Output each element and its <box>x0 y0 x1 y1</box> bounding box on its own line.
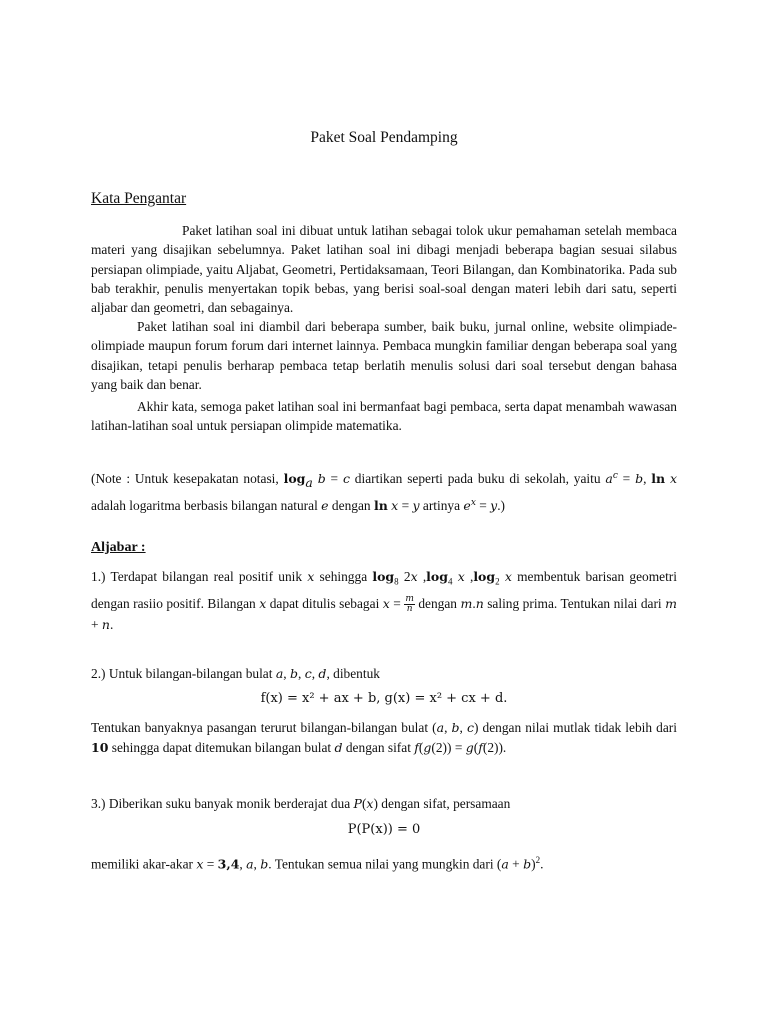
paragraph-intro-3: Akhir kata, semoga paket latihan soal ini bermanfaat bagi pembaca, serta dapat menambah wawasan latihan-latihan soal untuk persiapan olimpide matematika. <box>91 399 677 434</box>
equation-f-g: f(x) = x² + ax + b, g(x) = x² + cx + d. <box>260 691 508 706</box>
problem-2-body: Tentukan banyaknya pasangan terurut bilangan-bilangan bulat (a, b, c) dengan nilai mutlak tidak lebih dari 10 sehingga dapat ditemukan bilangan bulat d dengan sifat f(g(2)) = g(f(2)). <box>91 720 677 755</box>
equation-p-p-x: P(P(x)) = 0 <box>347 822 421 837</box>
notation-note: (Note : Untuk kesepakatan notasi, $\log_a b = c$ diartikan seperti pada buku di sekolah, yaitu $a^c = b$, ln x adalah logaritma berbasis bilangan natural e dengan ln x = y artinya $e^x = y$.) <box>91 471 678 513</box>
heading-kata-pengantar: Kata Pengantar <box>91 190 187 207</box>
page-title: Paket Soal Pendamping <box>310 129 458 146</box>
heading-aljabar: Aljabar : <box>91 540 146 555</box>
problem-1: 1.) Terdapat bilangan real positif unik x sehingga $\log_8 2x$ $,\log_4$ x $,\log_2$ x membentuk barisan geometri dengan rasiio positif. Bilangan x dapat ditulis sebagai x = $\frac{m}{n}$ dengan m.n saling prima. Tentukan nilai dari m + n. <box>91 569 677 633</box>
problem-3-body: memiliki akar-akar x = 3,4, a, b. Tentukan semua nilai yang mungkin dari $(a + b)^2$. <box>91 855 544 872</box>
problem-2-intro: 2.) Untuk bilangan-bilangan bulat a, b, c, d, dibentuk <box>91 666 380 681</box>
paragraph-intro-2: Paket latihan soal ini diambil dari beberapa sumber, baik buku, jurnal online, website olimpiade-olimpiade maupun forum forum dari internet lainnya. Pembaca mungkin familiar dengan beberapa soal yang disajikan, tetapi penulis berharap pembaca tetap berlatih menulis solusi dari soal tersebut dengan bahasa yang baik dan benar. <box>91 319 677 392</box>
fraction-m-over-n: $\frac{m}{n}$ <box>405 594 414 615</box>
problem-3-intro: 3.) Diberikan suku banyak monik berderajat dua P(x) dengan sifat, persamaan <box>91 796 511 811</box>
paragraph-intro-1: Paket latihan soal ini dibuat untuk latihan sebagai tolok ukur pemahaman setelah membaca materi yang disajikan sebelumnya. Paket latihan soal ini dibagi menjadi beberapa bagian sesuai silabus persiapan olimpiade, yaitu Aljabat, Geometri, Pertidaksamaan, Teori Bilangan, dan Kombinatorika. Pada sub bab terakhir, penulis menyertakan topik bebas, yang berisi soal-soal dengan materi lebih dari satu, seperti aljabar dan geometri, dan sebagainya. <box>91 223 677 316</box>
